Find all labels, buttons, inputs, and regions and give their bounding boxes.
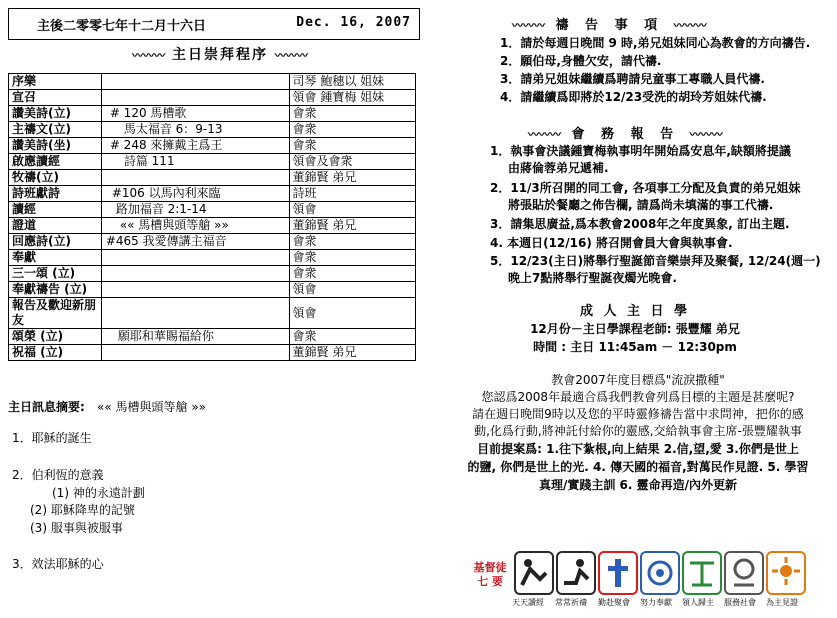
order-item-leader: 領會 xyxy=(289,298,416,329)
order-item-content xyxy=(101,170,289,186)
order-item-name: 讀經 xyxy=(9,202,102,218)
order-row xyxy=(9,202,416,218)
sermon-label: 主日訊息摘要: xyxy=(8,400,85,414)
vision-line: 動,化爲行動,將神託付給你的靈感,交給執事會主席-張豐耀執事 xyxy=(474,424,802,438)
order-item-content: 願耶和華賜福給你 xyxy=(101,329,289,345)
order-item-content xyxy=(101,90,289,106)
outline-item: (2) 耶穌降卑的記號 xyxy=(30,503,135,517)
order-row xyxy=(9,154,416,170)
outline-item: (1) 神的永遠計劃 xyxy=(52,486,145,500)
order-item-leader: 詩班 xyxy=(289,186,416,202)
affairs-item: 由蔣倫蓉弟兄遞補. xyxy=(508,161,609,175)
prayer-item: 1．請於每週日晚間 9 時,弟兄姐妹同心為教會的方向禱告. xyxy=(500,36,811,50)
order-item-leader: 領會及會衆 xyxy=(289,154,416,170)
prayer-title xyxy=(512,14,707,33)
seven-essentials-logo xyxy=(472,547,822,613)
order-item-content: 馬太福音 6：9-13 xyxy=(101,122,289,138)
vision-proposal: 的鹽, 你們是世上的光. 4. 傳天國的福音,對萬民作見證. 5. 學習 xyxy=(467,460,809,474)
order-item-content: # 120 馬槽歌 xyxy=(101,106,289,122)
order-title-text: 主日崇拜程序 xyxy=(172,47,268,63)
order-row xyxy=(9,345,416,361)
order-item-content xyxy=(101,266,289,282)
order-item-name: 詩班獻詩 xyxy=(9,186,102,202)
date-chinese: 主後二零零七年十二月十六日 xyxy=(37,19,207,34)
outline-item: (3) 服事與被服事 xyxy=(30,521,123,535)
logo-caption: 努力奉獻 xyxy=(640,598,672,607)
service-icon xyxy=(724,551,764,595)
adult-school-teacher: 12月份－主日學課程老師: 張豐耀 弟兄 xyxy=(530,322,740,336)
order-item-leader: 領會 鍾寶梅 姐妹 xyxy=(289,90,416,106)
order-item-content: «« 馬槽與頭等艙 »» xyxy=(101,218,289,234)
order-item-leader: 董錦賢 弟兄 xyxy=(289,218,416,234)
order-row xyxy=(9,234,416,250)
order-item-name: 牧禱(立) xyxy=(9,170,102,186)
order-item-content: #465 我愛傳講主福音 xyxy=(101,234,289,250)
evangelism-icon xyxy=(682,551,722,595)
affairs-item: 1．執事會決議鍾寶梅執事明年開始爲安息年,缺額將提議 xyxy=(490,144,791,158)
logo-caption: 服務社會 xyxy=(724,598,756,607)
affairs-item: 3．請集思廣益,爲本教會2008年之年度異象, 訂出主題. xyxy=(490,217,790,231)
affairs-item: 晚上7點將舉行聖誕夜燭光晚會. xyxy=(508,271,677,285)
outline-item: 1．耶穌的誕生 xyxy=(12,431,92,445)
order-item-leader: 會衆 xyxy=(289,329,416,345)
order-item-name: 三一頌 (立) xyxy=(9,266,102,282)
witness-icon xyxy=(766,551,806,595)
order-item-leader: 會衆 xyxy=(289,122,416,138)
order-row xyxy=(9,250,416,266)
order-item-leader: 會衆 xyxy=(289,266,416,282)
order-item-leader: 董錦賢 弟兄 xyxy=(289,170,416,186)
vision-line: 教會2007年度目標爲"流淚撒種" xyxy=(551,373,725,387)
order-item-content: # 248 來擁戴主爲王 xyxy=(101,138,289,154)
order-item-content: #106 以馬內利來臨 xyxy=(101,186,289,202)
order-row xyxy=(9,122,416,138)
order-item-leader: 會衆 xyxy=(289,234,416,250)
logo-title: 基督徒 七 要 xyxy=(473,561,507,588)
vision-line: 請在週日晚間9時以及您的平時靈修禱告當中求問神，把你的感 xyxy=(472,407,804,421)
date-box xyxy=(8,8,420,40)
wave-decoration-left: 〰〰〰 xyxy=(528,128,561,141)
logo-caption: 天天讀經 xyxy=(512,598,544,607)
order-row xyxy=(9,266,416,282)
order-item-name: 讚美詩(立) xyxy=(9,106,102,122)
order-item-name: 奉獻禱告 (立) xyxy=(9,282,102,298)
affairs-item: 2．11/3所召開的同工會, 各項事工分配及負責的弟兄姐妹 xyxy=(490,181,801,195)
prayer-item: 2．願伯母,身體欠安，請代禱. xyxy=(500,54,662,68)
bible-reading-icon xyxy=(514,551,554,595)
order-item-content xyxy=(101,250,289,266)
fellowship-icon xyxy=(598,551,638,595)
order-row xyxy=(9,106,416,122)
order-item-name: 祝福 (立) xyxy=(9,345,102,361)
order-row xyxy=(9,74,416,90)
order-item-name: 奉獻 xyxy=(9,250,102,266)
vision-proposal: 真理/實踐主訓 6. 靈命再造/內外更新 xyxy=(538,478,738,492)
affairs-item: 將張貼於餐廳之佈告欄, 請爲尚未填滿的事工代禱. xyxy=(508,198,774,212)
order-row xyxy=(9,138,416,154)
order-item-name: 報告及歡迎新朋友 xyxy=(9,298,102,329)
affairs-title xyxy=(528,123,723,142)
order-item-content: 詩篇 111 xyxy=(101,154,289,170)
order-item-leader: 司琴 鮑穗以 姐妹 xyxy=(289,74,416,90)
order-item-name: 啟應讀經 xyxy=(9,154,102,170)
order-item-content: 路加福音 2:1-14 xyxy=(101,202,289,218)
adult-school-time: 時間 : 主日 11:45am － 12:30pm xyxy=(533,340,737,354)
order-item-name: 主禱文(立) xyxy=(9,122,102,138)
prayer-item: 4．請繼續爲即將於12/23受洗的胡玲芳姐妹代禱. xyxy=(500,90,767,104)
order-row xyxy=(9,329,416,345)
order-row xyxy=(9,186,416,202)
wave-decoration-left: 〰〰〰 xyxy=(132,49,166,62)
vision-proposal: 目前提案爲: 1.往下紮根,向上結果 2.信,望,愛 3.你們是世上 xyxy=(477,442,799,456)
order-item-leader: 領會 xyxy=(289,282,416,298)
order-item-leader: 會衆 xyxy=(289,138,416,154)
affairs-item: 4. 本週日(12/16) 將召開會員大會與執事會. xyxy=(490,236,733,250)
logo-caption: 勤赴聚會 xyxy=(598,598,630,607)
prayer-icon xyxy=(556,551,596,595)
sermon-title: «« 馬槽與頭等艙 »» xyxy=(97,400,206,414)
order-item-leader: 會衆 xyxy=(289,106,416,122)
date-english: Dec. 16, 2007 xyxy=(296,15,411,30)
wave-decoration-right: 〰〰〰 xyxy=(673,19,707,32)
order-row xyxy=(9,170,416,186)
order-item-name: 序樂 xyxy=(9,74,102,90)
order-item-name: 宣召 xyxy=(9,90,102,106)
prayer-title-text: 禱 告 事 項 xyxy=(555,18,664,33)
adult-school-title: 成 人 主 日 學 xyxy=(579,304,691,319)
order-item-content xyxy=(101,74,289,90)
order-item-name: 回應詩(立) xyxy=(9,234,102,250)
sermon-summary xyxy=(8,398,206,415)
offering-icon xyxy=(640,551,680,595)
order-item-leader: 董錦賢 弟兄 xyxy=(289,345,416,361)
order-item-leader: 會衆 xyxy=(289,250,416,266)
wave-decoration-right: 〰〰〰 xyxy=(274,49,308,62)
order-item-name: 讚美詩(坐) xyxy=(9,138,102,154)
worship-order-table xyxy=(8,73,416,361)
order-title xyxy=(0,44,440,64)
order-item-name: 證道 xyxy=(9,218,102,234)
logo-caption: 領人歸主 xyxy=(682,598,714,607)
wave-decoration-right: 〰〰〰 xyxy=(689,128,723,141)
outline-item: 3．效法耶穌的心 xyxy=(12,557,104,571)
logo-caption: 常常祈禱 xyxy=(555,598,587,607)
wave-decoration-left: 〰〰〰 xyxy=(512,19,545,32)
affairs-item: 5．12/23(主日)將舉行聖誕節音樂崇拜及聚餐, 12/24(週一) xyxy=(490,254,821,268)
order-row xyxy=(9,218,416,234)
order-item-content xyxy=(101,282,289,298)
prayer-item: 3．請弟兄姐妹繼續爲聘請兒童事工專職人員代禱. xyxy=(500,72,765,86)
vision-line: 您認爲2008年最適合爲我們教會列爲目標的主題是甚麼呢? xyxy=(481,390,795,404)
affairs-title-text: 會 務 報 告 xyxy=(571,127,680,142)
order-item-content xyxy=(101,345,289,361)
logo-caption: 為主見證 xyxy=(766,598,798,607)
order-row xyxy=(9,90,416,106)
order-row xyxy=(9,282,416,298)
order-item-content xyxy=(101,298,289,329)
outline-item: 2．伯利恆的意義 xyxy=(12,468,104,482)
order-item-leader: 領會 xyxy=(289,202,416,218)
order-item-name: 頌榮 (立) xyxy=(9,329,102,345)
order-row xyxy=(9,298,416,329)
